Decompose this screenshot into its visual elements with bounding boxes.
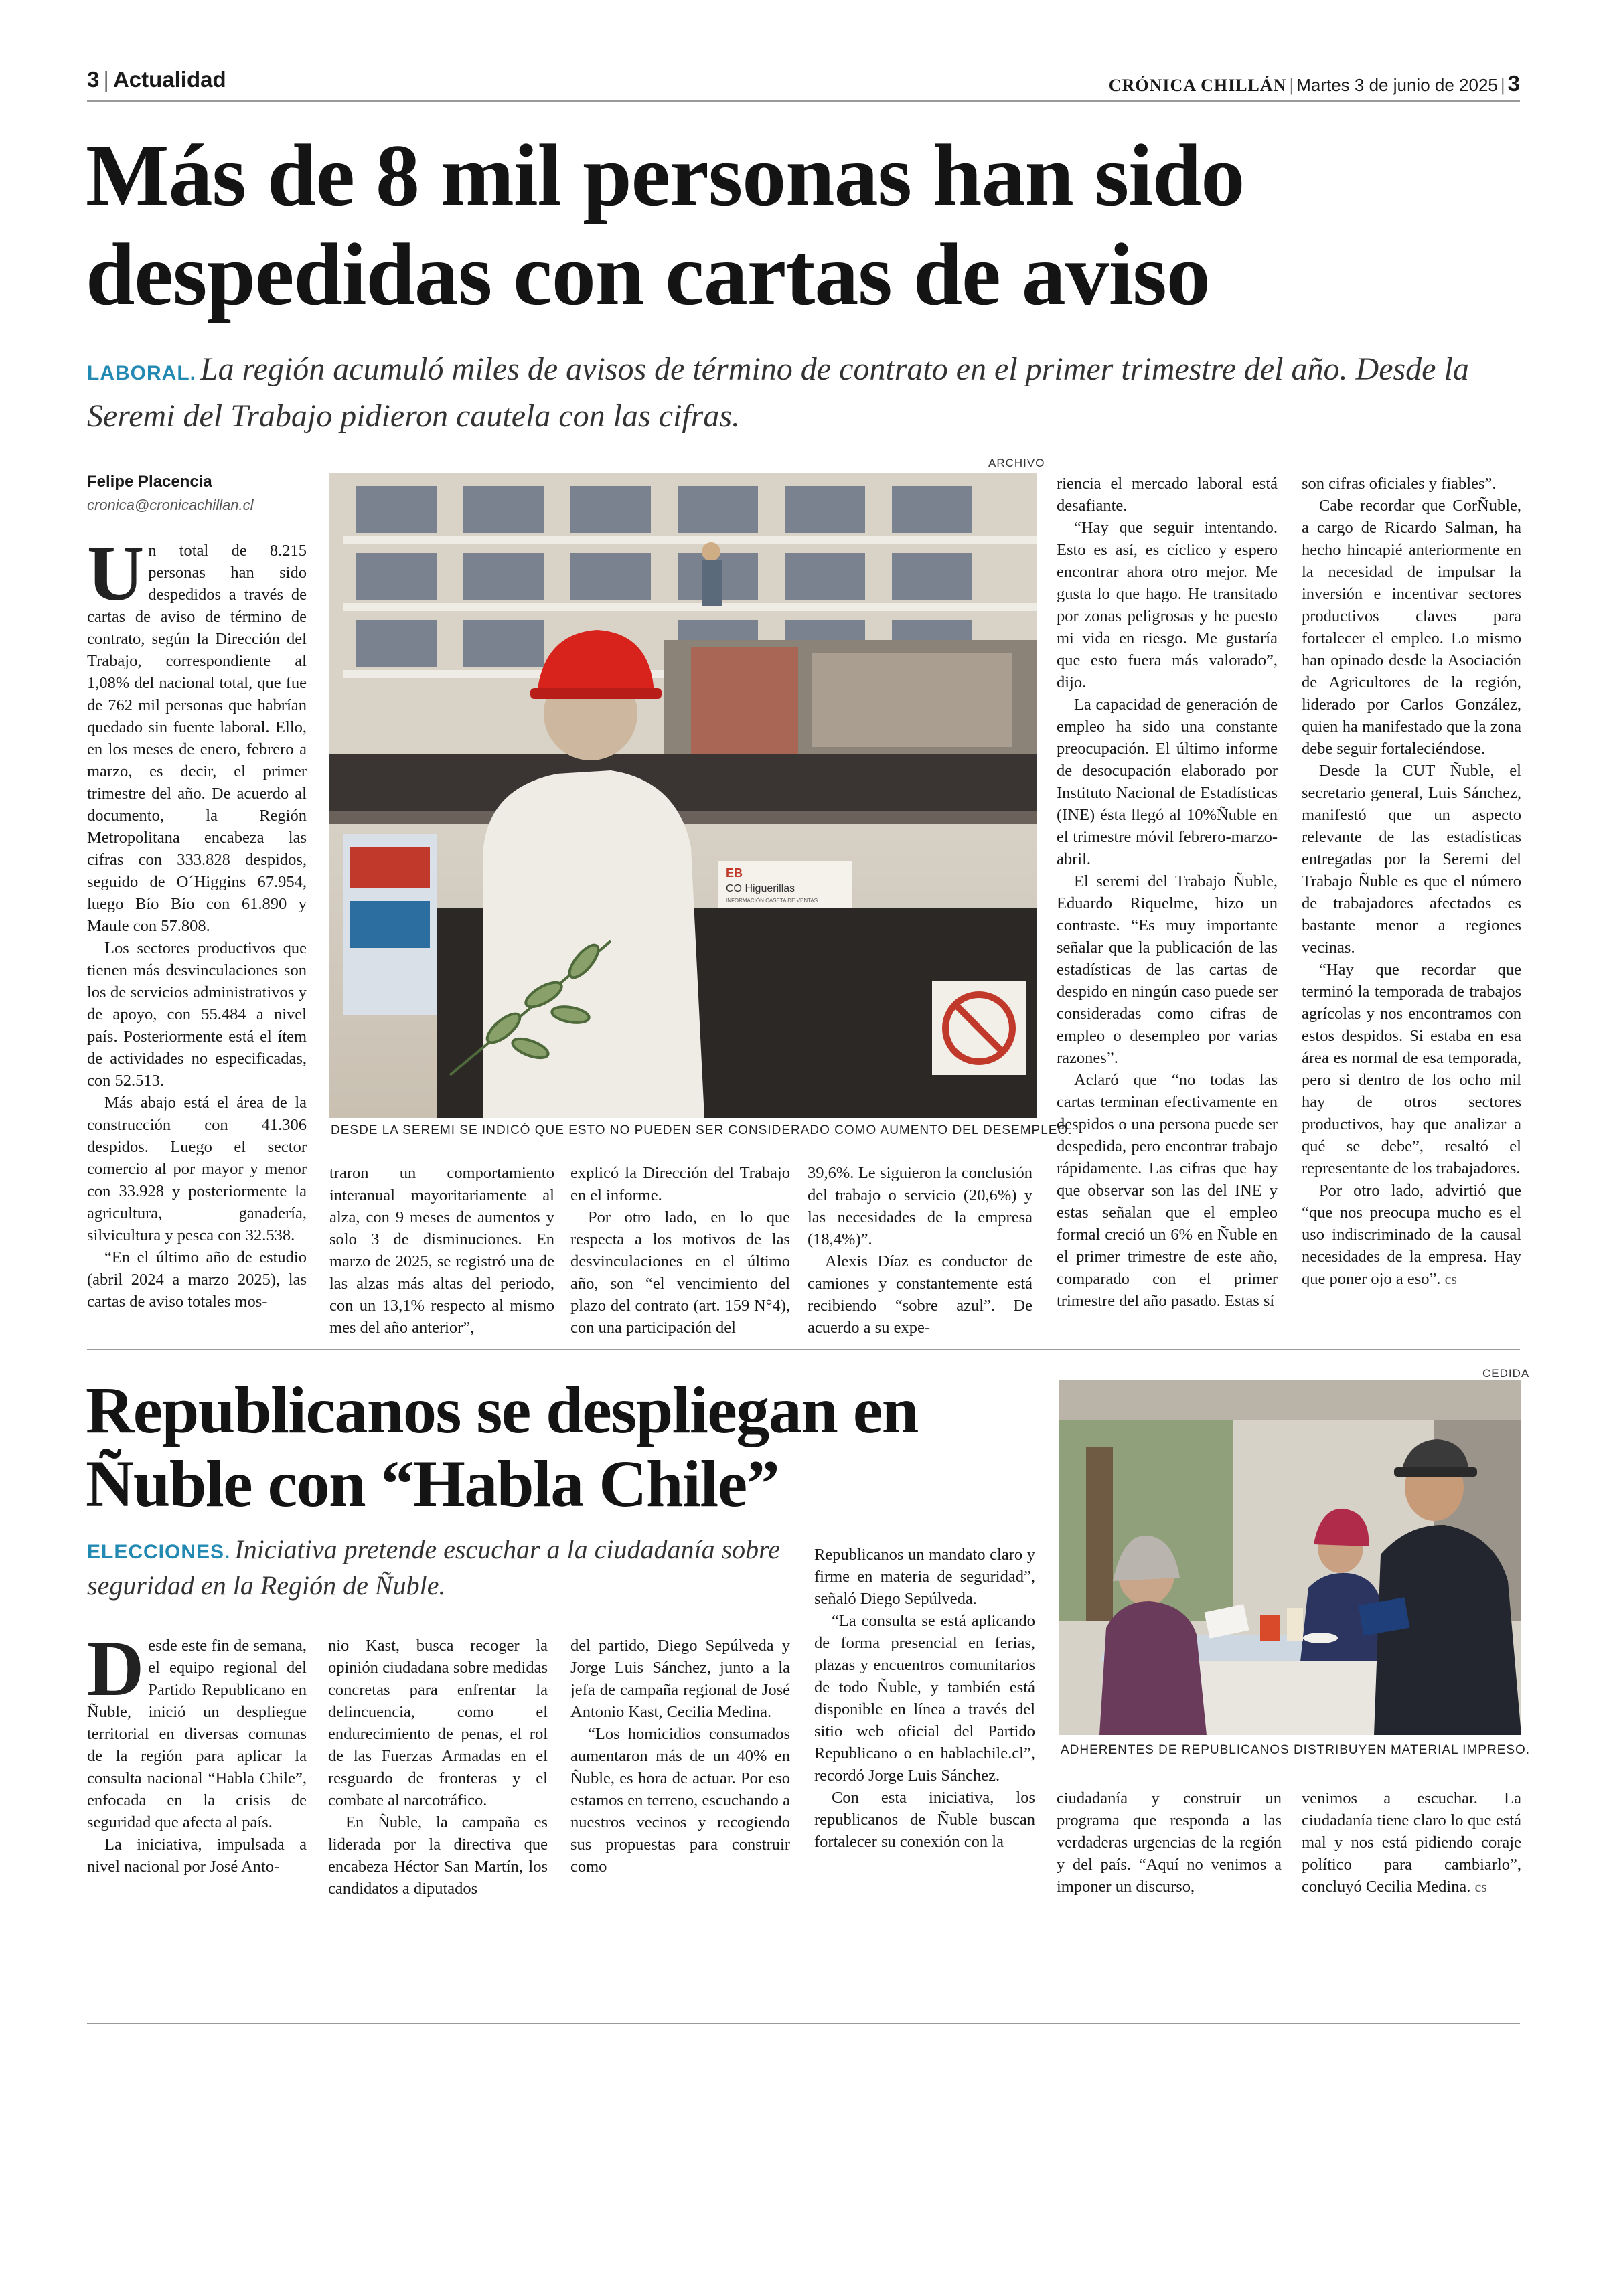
page-number-left: 3 bbox=[87, 67, 100, 92]
article1-column-1 bbox=[87, 529, 307, 1313]
article1-column-5 bbox=[1057, 473, 1278, 1312]
article2-col3-p1: del partido, Diego Sepúlveda y Jorge Luis Sánchez, junto a la jefa de campaña regional de José Antonio Kast, Cecilia Medina. bbox=[570, 1637, 790, 1721]
volunteers-illustration bbox=[1059, 1380, 1521, 1735]
article1-column-2 bbox=[329, 1162, 554, 1339]
sign-text-1: EB bbox=[726, 866, 743, 880]
construction-worker-photo bbox=[329, 473, 1037, 1118]
article1-col6-p1: son cifras oficiales y fiables”. bbox=[1302, 475, 1497, 493]
article1-column-4 bbox=[808, 1162, 1032, 1339]
article2-col6-p1: venimos a escuchar. La ciudadanía tiene claro lo que está mal y nos está pidiendo coraje político para cambiarlo”, concluyó Cecilia Medina. cs bbox=[1302, 1789, 1521, 1896]
end-of-article-mark: cs bbox=[1444, 1270, 1457, 1287]
article2-column-2 bbox=[328, 1635, 548, 1900]
article1-col6-p3: Desde la CUT Ñuble, el secretario general, Luis Sánchez, manifestó que un aspecto relevante de las estadísticas entregadas por la Seremi del Trabajo Ñuble es que el número de trabajadores afectados es bastante menor a regiones vecinas. bbox=[1302, 762, 1521, 957]
article1-col5-p1: riencia el mercado laboral está desafiante. bbox=[1057, 475, 1278, 515]
article2-col2-p1: nio Kast, busca recoger la opinión ciudadana sobre medidas concretas para enfrentar la delincuencia, como el endurecimiento de penas, el rol de las Fuerzas Armadas en el resguardo de fronteras y el combate al narcotráfico. bbox=[328, 1637, 548, 1809]
newspaper-name: CRÓNICA CHILLÁN bbox=[1108, 76, 1287, 95]
issue-date: Martes 3 de junio de 2025 bbox=[1296, 75, 1498, 95]
republicanos-volunteers-photo bbox=[1059, 1380, 1521, 1735]
page-header bbox=[87, 64, 1520, 95]
article1-column-6 bbox=[1302, 473, 1521, 1290]
article2-deck bbox=[87, 1533, 783, 1603]
article2-kicker: ELECCIONES. bbox=[87, 1541, 231, 1563]
article2-col5-p1: ciudadanía y construir un programa que responda a las verdaderas urgencias de la región y del país. “Aquí no venimos a imponer un discurso, bbox=[1057, 1789, 1282, 1896]
article2-column-6 bbox=[1302, 1787, 1521, 1898]
article2-col4-p3: Con esta iniciativa, los republicanos de Ñuble buscan fortalecer su conexión con la bbox=[814, 1789, 1035, 1851]
author-email: cronica@cronicachillan.cl bbox=[87, 497, 254, 513]
article1-deck bbox=[87, 348, 1507, 438]
article-divider bbox=[87, 1349, 1520, 1350]
article1-col6-p5: Por otro lado, advirtió que “que nos preocupa mucho es el uso indiscriminado de la causal necesidades de la empresa. Hay que poner ojo a eso”. cs bbox=[1302, 1181, 1521, 1288]
article2-column-3 bbox=[570, 1635, 790, 1878]
article2-col1-p2: La iniciativa, impulsada a nivel nacional por José Anto- bbox=[87, 1835, 307, 1876]
construction-site-illustration bbox=[329, 473, 1037, 1118]
article2-col1-p1: Desde este fin de semana, el equipo regional del Partido Republicano en Ñuble, inició un despliegue territorial en diversas comunas de la región para aplicar la consulta nacional “Habla Chile”, enfocada en la crisis de seguridad que afecta al país. bbox=[87, 1625, 307, 1831]
article1-dropcap: U bbox=[87, 529, 145, 617]
article1-byline bbox=[87, 473, 315, 514]
photo1-caption: DESDE LA SEREMI SE INDICÓ QUE ESTO NO PUEDEN SER CONSIDERADO COMO AUMENTO DEL DESEMPLEO. bbox=[331, 1123, 1073, 1137]
footer-divider bbox=[87, 2023, 1520, 2024]
article2-deck-text: Iniciativa pretende escuchar a la ciudadanía sobre seguridad en la Región de Ñuble. bbox=[87, 1534, 781, 1601]
masthead-info: CRÓNICA CHILLÁN | Martes 3 de junio de 2025 | 3 bbox=[1108, 71, 1520, 96]
article1-col3-p2: Por otro lado, en lo que respecta a los motivos de las desvinculaciones en el último año, son “el vencimiento del plazo del contrato (art. 159 N°4), con una participación del bbox=[570, 1208, 790, 1337]
article2-col2-p2: En Ñuble, la campaña es liderada por la directiva que encabeza Héctor San Martín, los candidatos a diputados bbox=[328, 1813, 548, 1898]
article1-col5-p2: “Hay que seguir intentando. Esto es así, es cíclico y espero encontrar ahora otro mejor. Me gusta lo que hago. He transitado por zonas peligrosas y he puesto mi vida en riesgo. Me gustaría que esto fuera más valorado”, dijo. bbox=[1057, 519, 1278, 691]
author-name: Felipe Placencia bbox=[87, 473, 212, 491]
article1-col1-p3: Más abajo está el área de la construcción con 41.306 despidos. Luego el sector comercio al por mayor y menor con 33.928 y posteriormente la agricultura, ganadería, silvicultura y pesca con 32.538. bbox=[87, 1094, 307, 1244]
article1-col5-p3: La capacidad de generación de empleo ha sido una constante preocupación. El último informe de desocupación elaborado por Instituto Nacional de Estadísticas (INE) ésta llegó al 10%Ñuble en el trimestre móvil febrero-marzo-abril. bbox=[1057, 695, 1278, 868]
article2-col4-p2: “La consulta se está aplicando de forma presencial en ferias, plazas y encuentros comunitarios de todo Ñuble, y también está disponible en línea a través del sitio web oficial del Partido Republicano o en hablachile.cl”, recordó Jorge Luis Sánchez. bbox=[814, 1612, 1035, 1785]
article2-column-5 bbox=[1057, 1787, 1282, 1898]
article1-col2-p1: traron un comportamiento interanual mayoritariamente al alza, con 9 meses de aumentos y solo 3 de disminuciones. En marzo de 2025, se registró una de las alzas más altas del periodo, con un 13,1% respecto al mismo mes del año anterior”, bbox=[329, 1164, 554, 1337]
article1-col6-p2: Cabe recordar que CorÑuble, a cargo de Ricardo Salman, ha hecho hincapié anteriormente en la necesidad de impulsar la inversión e incentivar sectores productivos claves para fortalecer el empleo. Lo mismo han opinado desde la Asociación de Agricultores de la región, liderado por Carlos González, quien ha manifestado que la zona debe seguir fortaleciéndose. bbox=[1302, 497, 1521, 758]
article1-deck-text: La región acumuló miles de avisos de término de contrato en el primer trimestre del año. Desde la Seremi del Trabajo pidieron cautela con las cifras. bbox=[87, 351, 1469, 434]
article1-kicker: LABORAL. bbox=[87, 362, 196, 384]
article1-col5-p4: El seremi del Trabajo Ñuble, Eduardo Riquelme, hizo un contraste. “Es muy importante señalar que la publicación de las estadísticas de las cartas de despido en ningún caso puede ser consideradas como cifras de empleo o desempleo por varias razones”. bbox=[1057, 872, 1278, 1067]
article1-col6-p4: “Hay que recordar que terminó la temporada de trabajos agrícolas y nos encontramos con estos despidos. Si estaba en esa área es normal de esa temporada, pero si dentro de los ocho mil hay de otros sectores productivos, hay que analizar a qué se debe”, resaltó el representante de los trabajadores. bbox=[1302, 961, 1521, 1177]
article1-col5-p5: Aclaró que “no todas las cartas terminan efectivamente en despidos o una persona puede ser despedida, pero encontrar trabajo rápidamente. Las cifras que hay que observar son las del INE y estas señalan que el empleo formal creció un 6% en Ñuble en el primer trimestre de este año, comparado con el primer trimestre del año pasado. Estas sí bbox=[1057, 1071, 1278, 1310]
sign-text-2: CO Higuerillas bbox=[726, 883, 795, 894]
article2-headline: Republicanos se despliegan en Ñuble con “Habla Chile” bbox=[86, 1373, 918, 1521]
article2-col4-p1: Republicanos un mandato claro y firme en materia de seguridad”, señaló Diego Sepúlveda. bbox=[814, 1546, 1035, 1608]
article1-column-3 bbox=[570, 1162, 790, 1339]
article2-col3-p2: “Los homicidios consumados aumentaron más de un 40% en Ñuble, es hora de actuar. Por eso estamos en terreno, escuchando a nuestros vecinos y recogiendo sus propuestas para construir como bbox=[570, 1725, 790, 1876]
article1-col1-p1: Un total de 8.215 personas han sido despedidos a través de cartas de aviso de término de contrato, según la Dirección del Trabajo, correspondiente al 1,08% del nacional total, que fue de 762 mil personas que habrían quedado sin fuente laboral. Ello, en los meses de enero, febrero a marzo, es decir, el primer trimestre del año. De acuerdo al documento, la Región Metropolitana encabeza las cifras con 333.828 despidos, seguido de O´Higgins 67.954, luego Bío Bío con 61.890 y Maule con 57.808. bbox=[87, 529, 307, 935]
article2-dropcap: D bbox=[87, 1625, 145, 1712]
photo2-caption: ADHERENTES DE REPUBLICANOS DISTRIBUYEN MATERIAL IMPRESO. bbox=[1061, 1743, 1531, 1757]
section-name: Actualidad bbox=[112, 67, 226, 92]
section-label: 3 | Actualidad bbox=[87, 67, 226, 92]
header-divider bbox=[87, 100, 1520, 102]
article2-column-4 bbox=[814, 1544, 1035, 1853]
sign-text-3: INFORMACIÓN CASETA DE VENTAS bbox=[726, 898, 818, 904]
article1-col3-p1: explicó la Dirección del Trabajo en el informe. bbox=[570, 1164, 790, 1204]
article1-col1-p4: “En el último año de estudio (abril 2024 a marzo 2025), las cartas de aviso totales mos- bbox=[87, 1248, 307, 1311]
article1-col4-p2: Alexis Díaz es conductor de camiones y constantemente está recibiendo “sobre azul”. De acuerdo a su expe- bbox=[808, 1252, 1032, 1337]
photo1-credit: ARCHIVO bbox=[988, 457, 1045, 469]
end-of-article-mark: cs bbox=[1474, 1878, 1487, 1895]
photo2-credit: CEDIDA bbox=[1482, 1367, 1530, 1380]
article1-col1-p2: Los sectores productivos que tienen más desvinculaciones son los de servicios administrativos y de apoyo, con 55.484 a nivel país. Posteriormente está el ítem de actividades no especificadas, con 52.513. bbox=[87, 939, 307, 1090]
article2-column-1 bbox=[87, 1625, 307, 1878]
page-number-right: 3 bbox=[1507, 71, 1520, 96]
article1-col4-p1: 39,6%. Le siguieron la conclusión del trabajo o servicio (20,6%) y las necesidades de la empresa (18,4%)”. bbox=[808, 1164, 1032, 1248]
article1-headline: Más de 8 mil personas han sido despedidas con cartas de aviso bbox=[86, 126, 1245, 323]
